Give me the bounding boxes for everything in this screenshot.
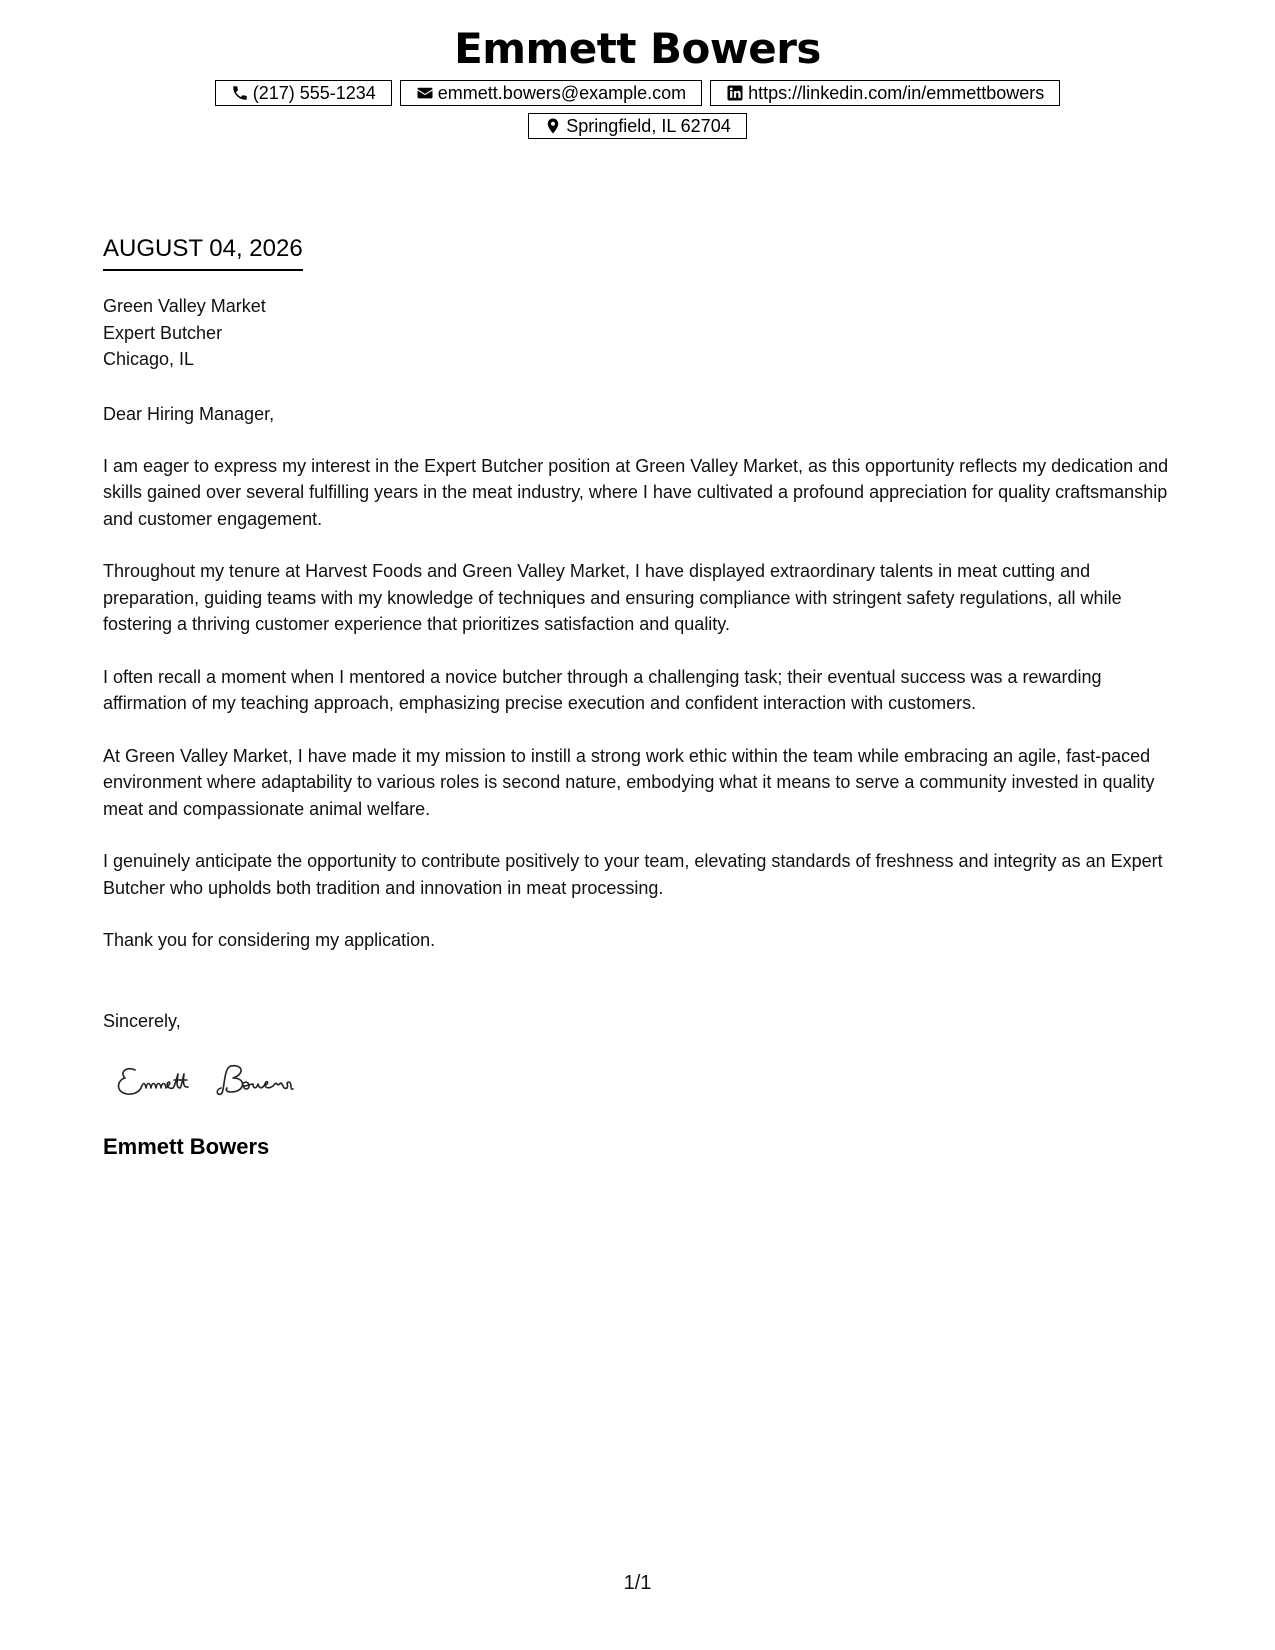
recipient-company: Green Valley Market [103,296,266,316]
handwritten-signature [113,1056,353,1106]
letter-date: AUGUST 04, 2026 [103,232,303,271]
linkedin-icon [726,84,744,102]
email-address: emmett.bowers@example.com [437,83,687,103]
recipient-location: Chicago, IL [103,349,195,369]
map-marker-icon [544,117,562,135]
body-paragraph: I am eager to express my interest in the Expert Butcher position at Green Valley Market, as this opportunity reflects my dedication and skills gained over several fulfilling years in the meat industry, where I have cultivated a profound appreciation for quality craftsmanship and customer engagement. [103,455,1169,529]
body-paragraph: Thank you for considering my application. [103,930,436,950]
body-paragraph: Throughout my tenure at Harvest Foods and Green Valley Market, I have displayed extraordinary talents in meat cutting and preparation, guiding teams with my knowledge of techniques and ensuring compliance with stringent safety regulations, all while fostering a thriving customer experience that prioritizes satisfaction and quality. [103,561,1122,634]
applicant-name: Emmett Bowers [454,24,821,73]
recipient-position: Expert Butcher [103,322,223,343]
linkedin-url: https://linkedin.com/in/emmettbowers [748,83,1045,103]
body-paragraph: I genuinely anticipate the opportunity to contribute positively to your team, elevating standards of freshness and integrity as an Expert Butcher who upholds both tradition and innovation in meat processing. [103,851,1163,898]
salutation: Dear Hiring Manager, [103,403,275,424]
body-paragraph: At Green Valley Market, I have made it my mission to instill a strong work ethic within the team while embracing an agile, fast-paced environment where adaptability to various roles is second nature, embodying what it means to serve a community invested in quality meat and compassionate animal welfare. [103,745,1155,819]
recipient-block [103,293,1173,373]
closing: Sincerely, [103,1010,181,1031]
contact-info-row [188,80,1088,139]
signer-name: Emmett Bowers [103,1133,270,1159]
contact-email[interactable] [400,80,702,106]
letter-header [0,0,1275,139]
phone-icon [231,84,249,102]
location-text: Springfield, IL 62704 [566,116,731,136]
body-paragraph: I often recall a moment when I mentored a novice butcher through a challenging task; their eventual success was a rewarding affirmation of my teaching approach, emphasizing precise execution and confident interaction with customers. [103,666,1102,713]
page-number: 1/1 [623,1572,652,1594]
phone-number: (217) 555-1234 [252,83,376,103]
contact-phone [215,80,392,106]
letter-body [103,232,1173,1161]
contact-linkedin[interactable] [710,80,1060,106]
contact-location [528,113,746,139]
envelope-icon [416,84,434,102]
